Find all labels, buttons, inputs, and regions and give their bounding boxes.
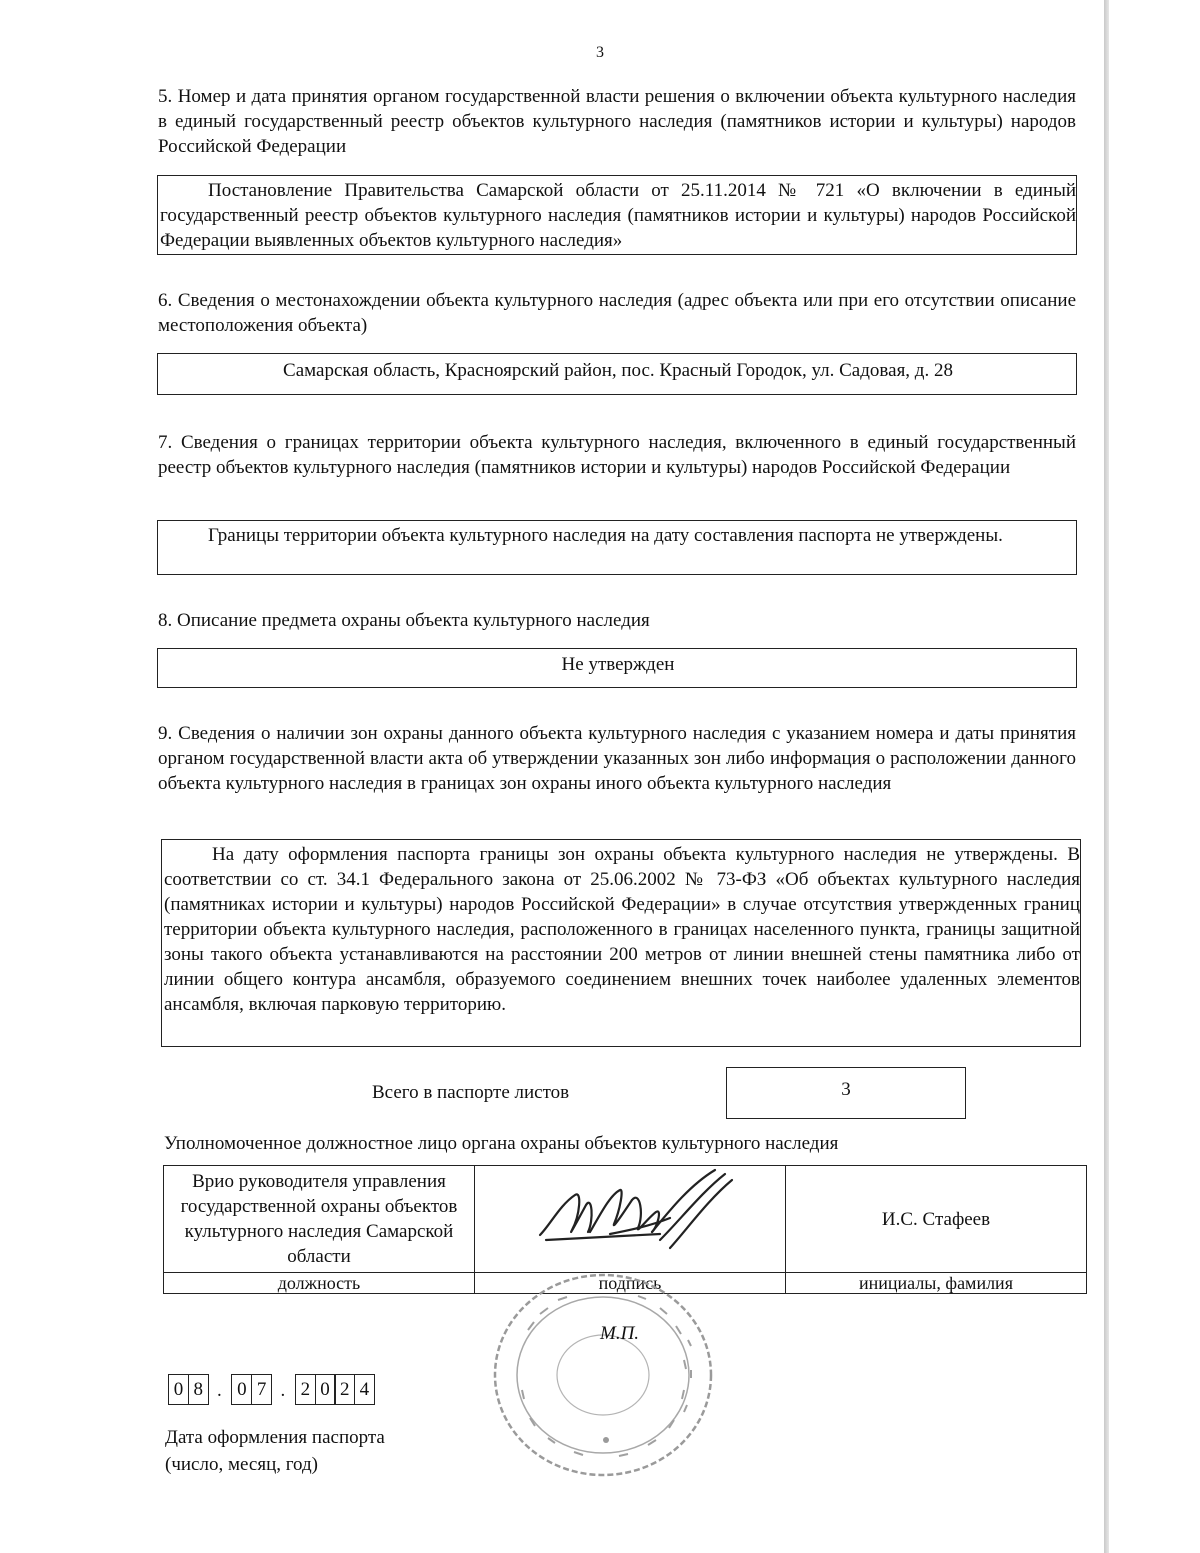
section6-heading: 6. Сведения о местонахождении объекта культурного наследия (адрес объекта или при его отсутствии описание местоположения объекта) [158, 290, 1076, 336]
section5-heading: 5. Номер и дата принятия органом государственной власти решения о включении объекта культурного наследия в единый государственный реестр объектов культурного наследия (памятников истории и культуры) народов Российской Федерации [158, 86, 1076, 157]
total-sheets-value: 3 [726, 1067, 966, 1119]
section6-box [157, 353, 1077, 395]
signature-scribble-icon [520, 1160, 750, 1280]
section6-value: Самарская область, Красноярский район, пос. Красный Городок, ул. Садовая, д. 28 [283, 360, 953, 381]
section9-heading: 9. Сведения о наличии зон охраны данного объекта культурного наследия с указанием номера и даты принятия органом государственной власти акта об утверждении указанных зон либо информация о расположении данного объекта культурного наследия в границах зон охраны иного объекта культурного наследия [158, 723, 1076, 794]
seal-place-mark: М.П. [600, 1323, 640, 1344]
official-name: И.С. Стафеев [786, 1166, 1087, 1273]
total-sheets-label: Всего в паспорте листов [372, 1082, 570, 1103]
section7-box [157, 520, 1077, 575]
date-year-digit-4: 4 [354, 1374, 375, 1405]
date-label-line2: (число, месяц, год) [165, 1454, 319, 1475]
date-day-digit-1: 0 [168, 1374, 189, 1405]
caption-name: инициалы, фамилия [786, 1273, 1087, 1294]
section7-value: Границы территории объекта культурного наследия на дату составления паспорта не утверждены. [208, 525, 1003, 546]
date-separator: . [217, 1380, 222, 1401]
official-position: Врио руководителя управления государственной охраны объектов культурного наследия Самарской области [164, 1166, 475, 1273]
page-number: 3 [596, 44, 604, 61]
section9-box [161, 839, 1081, 1047]
official-heading: Уполномоченное должностное лицо органа охраны объектов культурного наследия [164, 1133, 839, 1154]
date-day-digit-2: 8 [188, 1374, 209, 1405]
date-separator: . [280, 1380, 286, 1401]
section8-box [157, 648, 1077, 688]
section5-box [157, 175, 1077, 255]
section5-value: Постановление Правительства Самарской области от 25.11.2014 № 721 «О включении в единый государственный реестр объектов культурного наследия (памятников истории и культуры) народов Российской Федерации выявленных объектов культурного наследия» [160, 180, 1076, 251]
section8-value: Не утвержден [561, 654, 675, 675]
section9-value: На дату оформления паспорта границы зон охраны объекта культурного наследия не утверждены. В соответствии со ст. 34.1 Федерального закона от 25.06.2002 № 73-ФЗ «Об объектах культурного наследия (памятниках истории и культуры) народов Российской Федерации» в случае отсутствия утвержденных границ территории объекта культурного наследия, расположенного в границах населенного пункта, границы защитной зоны такого объекта устанавливаются на расстоянии 200 метров от линии внешней стены памятника либо от линии общего контура ансамбля, образуемого соединением внешних точек наиболее удаленных элементов ансамбля, включая парковую территорию. [164, 844, 1080, 1015]
date-year-digit-2: 0 [315, 1374, 336, 1405]
date-year-digit-3: 2 [334, 1374, 355, 1405]
date-label-line1: Дата оформления паспорта [165, 1427, 385, 1448]
official-stamp-icon [488, 1270, 718, 1480]
caption-position: должность [164, 1273, 475, 1294]
date-label [165, 1424, 385, 1478]
date-month-digit-1: 0 [231, 1374, 252, 1405]
date-month-digit-2: 7 [251, 1374, 272, 1405]
caption-signature: подпись [475, 1273, 786, 1294]
page-edge-shadow [1104, 0, 1109, 1553]
passport-date [168, 1374, 374, 1405]
date-year-digit-1: 2 [295, 1374, 316, 1405]
section8-heading: 8. Описание предмета охраны объекта культурного наследия [158, 610, 650, 631]
section7-heading: 7. Сведения о границах территории объекта культурного наследия, включенного в единый государственный реестр объектов культурного наследия (памятников истории и культуры) народов Российской Федерации [158, 432, 1076, 478]
